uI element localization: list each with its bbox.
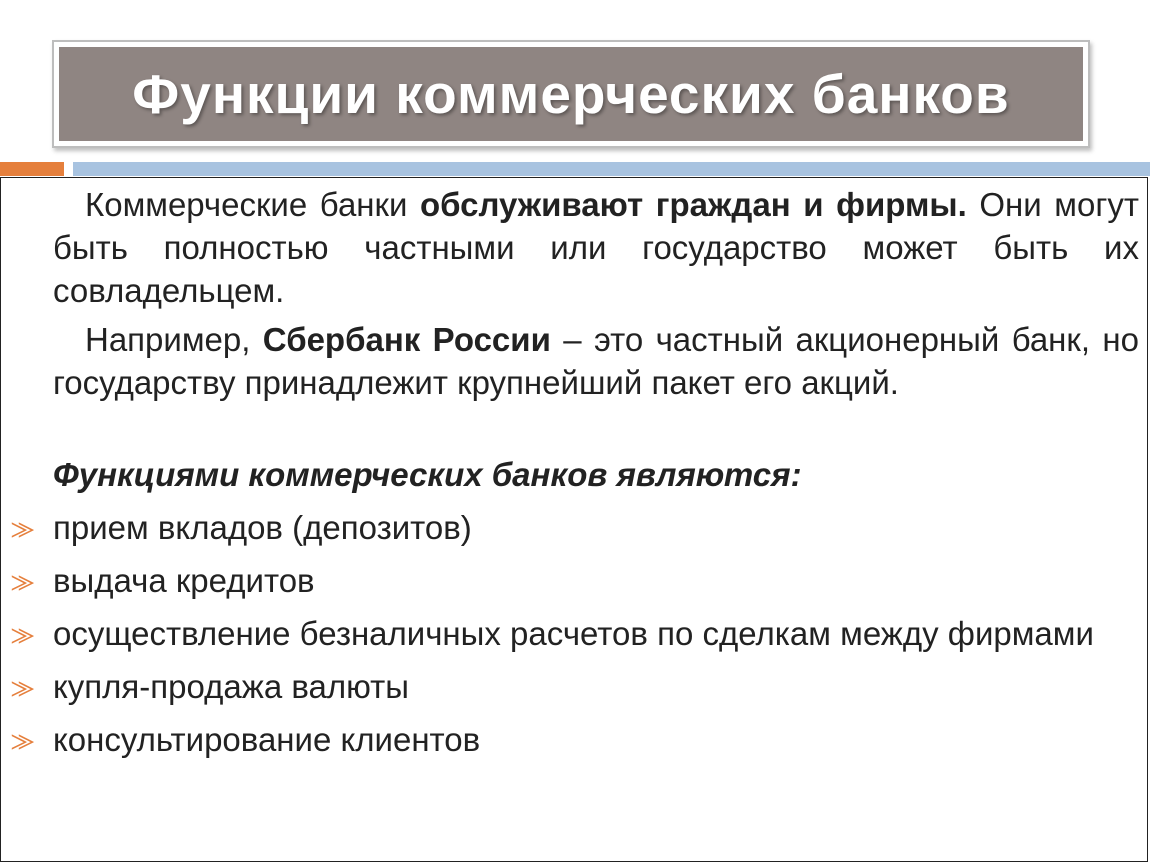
paragraph-example-rest: – это частный акционерный банк, но государству принадлежит крупнейший пакет его акций. — [53, 321, 1139, 401]
paragraph-example-text: Например, — [85, 321, 263, 358]
chevron-right-icon: ⨠ — [11, 676, 35, 700]
list-item — [1, 614, 1141, 654]
list-item-text: консультирование клиентов — [53, 721, 481, 758]
slide-title: Функции коммерческих банков — [132, 63, 1010, 125]
list-item-text: осуществление безналичных расчетов по сделкам между фирмами — [53, 615, 1094, 652]
paragraph-intro-text: Коммерческие банки — [85, 186, 420, 223]
paragraph-intro-rest: Они могут быть полностью частными или государство может быть их совладельцем. — [53, 186, 1139, 309]
paragraph-intro-bold: обслуживают граждан и фирмы. — [420, 186, 967, 223]
paragraph-example — [53, 318, 1139, 404]
functions-list — [1, 508, 1141, 773]
list-item-text: выдача кредитов — [53, 562, 315, 599]
functions-heading: Функциями коммерческих банков являются: — [53, 456, 802, 493]
title-frame — [52, 40, 1090, 148]
accent-bar-blue — [73, 162, 1150, 176]
paragraph-example-bold: Сбербанк России — [262, 321, 551, 358]
content-frame — [0, 177, 1148, 862]
chevron-right-icon: ⨠ — [11, 623, 35, 647]
chevron-right-icon: ⨠ — [11, 570, 35, 594]
title-box — [59, 47, 1083, 141]
list-item-text: прием вкладов (депозитов) — [53, 509, 472, 546]
list-item-text: купля-продажа валюты — [53, 668, 409, 705]
chevron-right-icon: ⨠ — [11, 729, 35, 753]
list-item — [1, 508, 1141, 548]
paragraph-intro — [53, 183, 1139, 312]
list-item — [1, 720, 1141, 760]
list-item — [1, 667, 1141, 707]
chevron-right-icon: ⨠ — [11, 517, 35, 541]
list-item — [1, 561, 1141, 601]
accent-bar-orange — [0, 162, 64, 176]
